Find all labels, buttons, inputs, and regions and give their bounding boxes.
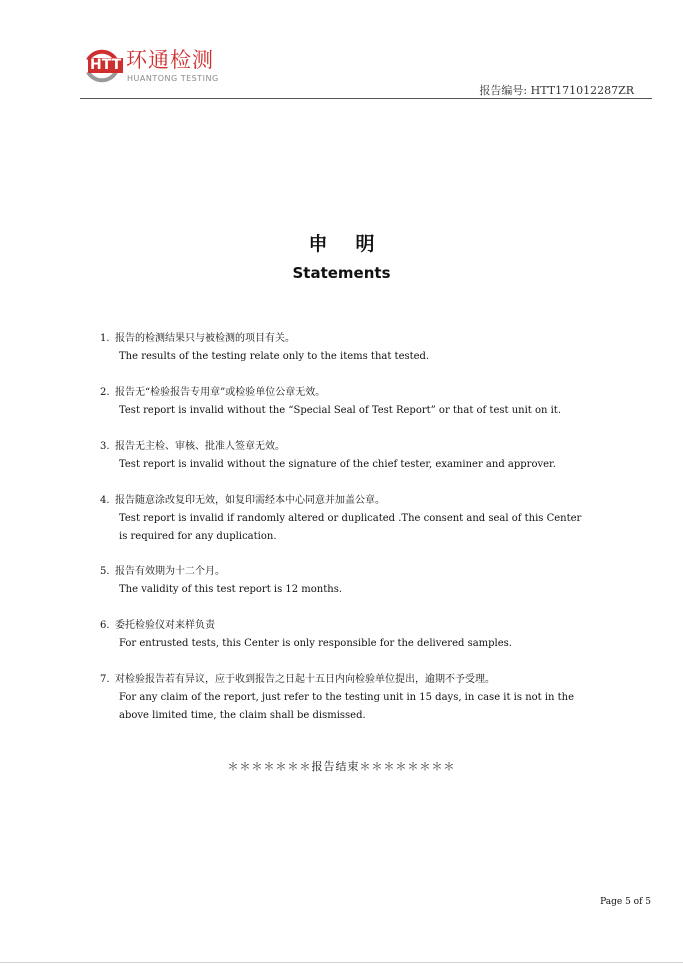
page-number: Page 5 of 5 bbox=[600, 897, 651, 907]
statement-english bbox=[100, 689, 620, 725]
statement-english-line: Test report is invalid if randomly altered or duplicated .The consent and seal of this Center bbox=[119, 513, 582, 524]
statement-english bbox=[100, 510, 620, 546]
statement-chinese: 报告有效期为十二个月。 bbox=[115, 566, 225, 577]
statement-english-line: The results of the testing relate only to the items that tested. bbox=[119, 351, 430, 362]
statement-item bbox=[100, 384, 620, 420]
statement-english bbox=[100, 402, 620, 420]
statement-item bbox=[100, 671, 620, 725]
statement-number: 7. bbox=[100, 674, 110, 685]
statement-english-line: The validity of this test report is 12 months. bbox=[119, 584, 343, 595]
statement-english-line: Test report is invalid without the “Special Seal of Test Report” or that of test unit on it. bbox=[119, 405, 562, 416]
statement-number: 2. bbox=[100, 387, 110, 398]
statement-number: 3. bbox=[100, 441, 110, 452]
statement-item bbox=[100, 438, 620, 474]
statement-chinese: 报告随意涂改复印无效，如复印需经本中心同意并加盖公章。 bbox=[115, 495, 385, 506]
logo-htt-text: HTT bbox=[90, 57, 122, 73]
statement-english bbox=[100, 456, 620, 474]
statement-item bbox=[100, 330, 620, 366]
end-of-report-mark: ＊＊＊＊＊＊＊报告结束＊＊＊＊＊＊＊＊ bbox=[227, 760, 456, 773]
page-title-english: Statements bbox=[292, 264, 391, 282]
header-divider bbox=[80, 98, 652, 99]
logo-chinese-name: 环通检测 bbox=[126, 48, 214, 72]
statement-item bbox=[100, 617, 620, 653]
statement-english-line: For any claim of the report, just refer to the testing unit in 15 days, in case it is not in the bbox=[119, 692, 575, 703]
statement-chinese: 报告的检测结果只与被检测的项目有关。 bbox=[115, 333, 295, 344]
statement-chinese: 委托检验仪对来样负责 bbox=[115, 620, 215, 631]
statement-english-line: Test report is invalid without the signature of the chief tester, examiner and approver. bbox=[119, 459, 556, 470]
statement-english-line: For entrusted tests, this Center is only responsible for the delivered samples. bbox=[119, 638, 512, 649]
statement-number: 4. bbox=[100, 495, 110, 506]
bottom-divider bbox=[0, 962, 683, 963]
statement-english bbox=[100, 635, 620, 653]
page-header bbox=[80, 44, 652, 100]
statement-english bbox=[100, 581, 620, 599]
logo-english-name: HUANTONG TESTING bbox=[127, 74, 219, 83]
statement-chinese: 对检验报告若有异议，应于收到报告之日起十五日内向检验单位提出，逾期不予受理。 bbox=[115, 674, 495, 685]
statement-english bbox=[100, 348, 620, 366]
statement-chinese: 报告无“检验报告专用章”或检验单位公章无效。 bbox=[115, 387, 326, 398]
statement-english-line: above limited time, the claim shall be dismissed. bbox=[119, 710, 366, 721]
statement-number: 6. bbox=[100, 620, 110, 631]
statement-english-line: is required for any duplication. bbox=[119, 531, 277, 542]
statement-chinese: 报告无主检、审核、批准人签章无效。 bbox=[115, 441, 285, 452]
statement-number: 5. bbox=[100, 566, 110, 577]
company-logo bbox=[80, 44, 240, 90]
page-title-chinese: 申明 bbox=[308, 233, 403, 255]
statement-item bbox=[100, 492, 620, 546]
statement-number: 1. bbox=[100, 333, 110, 344]
statement-item bbox=[100, 563, 620, 599]
report-number: 报告编号: HTT171012287ZR bbox=[479, 84, 634, 97]
